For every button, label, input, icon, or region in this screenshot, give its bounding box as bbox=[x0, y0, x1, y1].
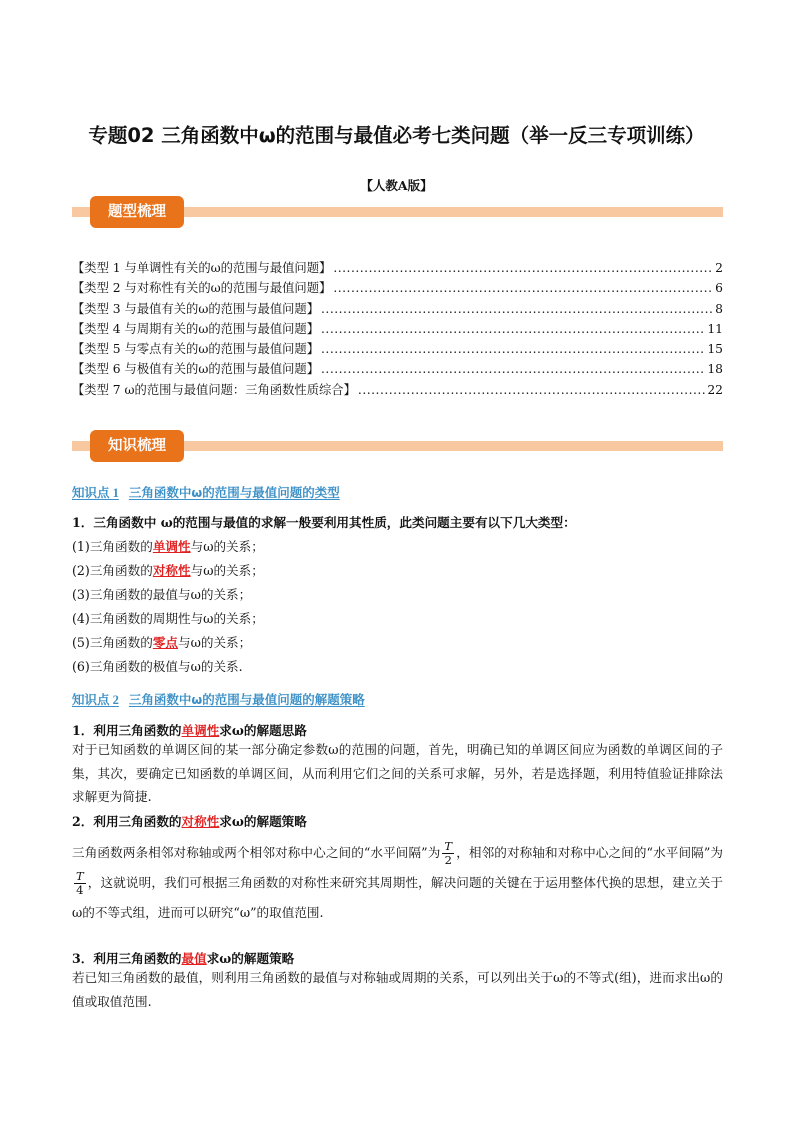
strategy-2-body bbox=[72, 838, 723, 928]
knowledge-banner bbox=[72, 430, 723, 462]
fraction-numerator: T bbox=[76, 869, 84, 883]
item-keyword: 对称性 bbox=[152, 563, 191, 578]
document-title: 专题02 三角函数中ω的范围与最值必考七类问题（举一反三专项训练） bbox=[88, 124, 705, 147]
knowledge-point-title: 三角函数中ω的范围与最值问题的类型 bbox=[128, 485, 340, 500]
table-of-contents bbox=[72, 258, 723, 400]
body-text: ，这就说明，我们可根据三角函数的对称性来研究其周期性，解决问题的关键在于运用整体代换的思想，建立关于ω的不等式组，进而可以研究“ω”的取值范围. bbox=[72, 875, 723, 920]
heading-text: 2．利用三角函数的 bbox=[72, 814, 182, 829]
strategy-3-body: 若已知三角函数的最值，则利用三角函数的最值与对称轴或周期的关系，可以列出关于ω的不等式(组)，进而求出ω的值或取值范围. bbox=[72, 970, 723, 1009]
kp1-item-4 bbox=[72, 608, 723, 627]
toc-entry-label: 【类型 6 与极值有关的ω的范围与最值问题】 bbox=[72, 362, 320, 377]
heading-text: 3．利用三角函数的 bbox=[72, 951, 182, 966]
toc-entry-4[interactable] bbox=[72, 319, 723, 339]
kp1-item-3 bbox=[72, 584, 723, 603]
toc-entry-3[interactable] bbox=[72, 299, 723, 319]
toc-entry-page: 6 bbox=[715, 281, 723, 296]
heading-text: 求ω的解题思路 bbox=[219, 723, 307, 738]
document-subtitle: 【人教A版】 bbox=[360, 178, 433, 193]
fraction-t-over-4 bbox=[74, 870, 86, 897]
toc-entry-label: 【类型 3 与最值有关的ω的范围与最值问题】 bbox=[72, 301, 320, 316]
toc-entry-5[interactable] bbox=[72, 339, 723, 359]
strategy-3-heading bbox=[72, 948, 723, 967]
fraction-numerator: T bbox=[444, 839, 453, 853]
toc-leader bbox=[321, 342, 705, 356]
toc-entry-6[interactable] bbox=[72, 359, 723, 379]
knowledge-point-1-heading bbox=[72, 483, 340, 501]
toc-entry-page: 2 bbox=[715, 261, 723, 275]
toc-leader bbox=[321, 322, 705, 336]
toc-entry-7[interactable] bbox=[72, 380, 723, 400]
body-text: ，相邻的对称轴和对称中心之间的“水平间隔”为 bbox=[456, 845, 723, 860]
kp1-item-2 bbox=[72, 560, 723, 579]
fraction-denominator: 2 bbox=[444, 853, 452, 867]
toc-leader bbox=[333, 261, 713, 275]
knowledge-point-2-heading bbox=[72, 690, 365, 708]
toc-entry-page: 18 bbox=[707, 362, 723, 377]
toc-entry-page: 15 bbox=[707, 342, 723, 357]
item-text: 与ω的关系； bbox=[190, 539, 264, 554]
heading-text: 1．利用三角函数的 bbox=[72, 723, 182, 738]
item-text: 与ω的关系； bbox=[190, 563, 264, 578]
item-keyword: 单调性 bbox=[152, 539, 191, 554]
toc-entry-label: 【类型 4 与周期有关的ω的范围与最值问题】 bbox=[72, 321, 320, 336]
knowledge-banner-label: 知识梳理 bbox=[90, 430, 184, 462]
strategy-1-body: 对于已知函数的单调区间的某一部分确定参数ω的范围的问题，首先，明确已知的单调区间应为函数的单调区间的子集，其次，要确定已知函数的单调区间，从而利用它们之间的关系可求解，另外，若是选择题，利用特值验证排除法求解更为简捷. bbox=[72, 742, 723, 804]
toc-entry-label: 【类型 2 与对称性有关的ω的范围与最值问题】 bbox=[72, 281, 332, 296]
item-text: (5)三角函数的 bbox=[72, 635, 153, 650]
heading-keyword: 最值 bbox=[181, 951, 207, 966]
heading-keyword: 对称性 bbox=[181, 814, 220, 829]
knowledge-point-number: 知识点 2 bbox=[72, 693, 119, 707]
item-text: (6)三角函数的极值与ω的关系. bbox=[72, 659, 243, 674]
kp1-item-1 bbox=[72, 536, 723, 555]
toc-entry-label: 【类型 5 与零点有关的ω的范围与最值问题】 bbox=[72, 342, 320, 357]
toc-entry-label: 【类型 7 ω的范围与最值问题：三角函数性质综合】 bbox=[72, 382, 356, 397]
toc-entry-page: 11 bbox=[707, 321, 723, 336]
item-keyword: 零点 bbox=[152, 635, 178, 650]
toc-entry-page: 8 bbox=[715, 301, 723, 316]
heading-text: 求ω的解题策略 bbox=[206, 951, 295, 966]
kp1-item-5 bbox=[72, 632, 723, 651]
item-text: (2)三角函数的 bbox=[72, 563, 153, 578]
toc-banner-label: 题型梳理 bbox=[90, 196, 184, 228]
strategy-2-heading bbox=[72, 811, 723, 830]
item-text: (4)三角函数的周期性与ω的关系； bbox=[72, 611, 264, 626]
body-text: 三角函数两条相邻对称轴或两个相邻对称中心之间的“水平间隔”为 bbox=[72, 845, 441, 860]
toc-leader bbox=[321, 362, 705, 376]
knowledge-point-title: 三角函数中ω的范围与最值问题的解题策略 bbox=[128, 692, 365, 707]
fraction-t-over-2 bbox=[442, 840, 454, 867]
toc-leader bbox=[358, 383, 705, 397]
knowledge-point-number: 知识点 1 bbox=[72, 486, 119, 500]
toc-leader bbox=[333, 281, 713, 295]
item-text: 与ω的关系； bbox=[178, 635, 252, 650]
kp1-item-6 bbox=[72, 656, 723, 675]
strategy-1-heading bbox=[72, 720, 723, 739]
kp1-intro: 1．三角函数中 ω的范围与最值的求解一般要利用其性质，此类问题主要有以下几大类型： bbox=[72, 515, 576, 530]
toc-leader bbox=[321, 302, 713, 316]
toc-banner bbox=[72, 196, 723, 228]
toc-entry-2[interactable] bbox=[72, 278, 723, 298]
item-text: (1)三角函数的 bbox=[72, 539, 153, 554]
heading-text: 求ω的解题策略 bbox=[219, 814, 307, 829]
toc-entry-1[interactable] bbox=[72, 258, 723, 278]
toc-entry-page: 22 bbox=[707, 382, 723, 397]
heading-keyword: 单调性 bbox=[181, 723, 220, 738]
toc-entry-label: 【类型 1 与单调性有关的ω的范围与最值问题】 bbox=[72, 261, 332, 275]
item-text: (3)三角函数的最值与ω的关系； bbox=[72, 587, 252, 602]
fraction-denominator: 4 bbox=[76, 883, 84, 897]
